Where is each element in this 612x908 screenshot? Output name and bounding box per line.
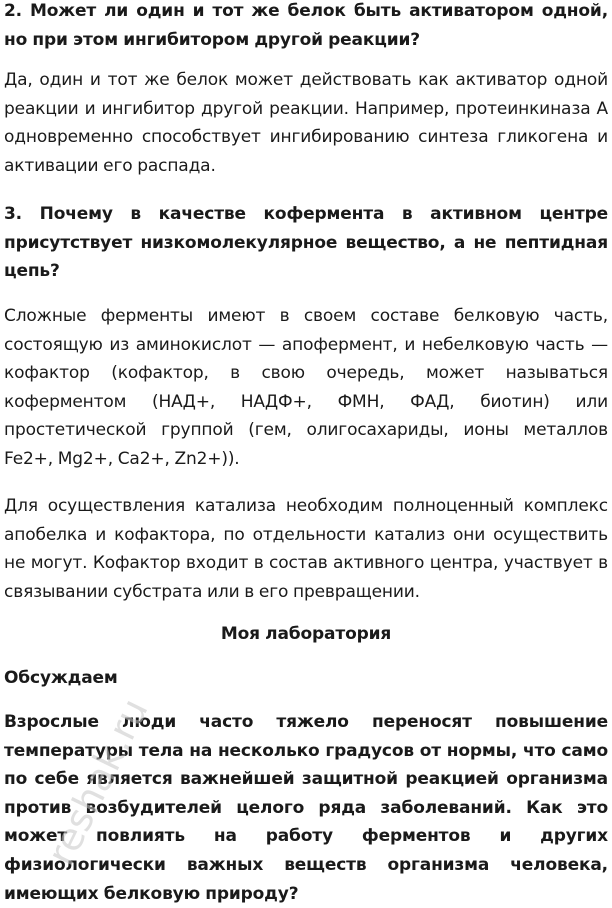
answer-3-paragraph-1: Сложные ферменты имеют в своем составе белковую часть, состоящую из аминокислот — апофермент, и небелковую часть — кофактор (кофактор, в свою очередь, может называться коферментом (НАД+, НАДФ+, ФМН, ФАД, биотин) или простетической группой (гем, олигосахариды, ионы металлов Fe2+, Mg2+, Ca2+, Zn2+)). <box>4 306 608 469</box>
subsection-title-discuss: Обсуждаем <box>4 668 118 688</box>
watermark-text: reshak.ru <box>38 691 157 872</box>
lab-discussion-question: Взрослые люди часто тяжело переносят повышение температуры тела на несколько градусов от нормы, что само по себе является важнейшей защитной реакцией организма против возбудителей целого ряда заболеваний. Как это может повлиять на работу ферментов и других физиологически важных веществ организма человека, имеющих белковую природу? <box>4 712 608 904</box>
section-title-my-laboratory: Моя лаборатория <box>220 624 392 644</box>
question-2-heading: 2. Может ли один и тот же белок быть активатором одной, но при этом ингибитором другой реакции? <box>4 1 608 50</box>
answer-3-paragraph-2: Для осуществления катализа необходим полноценный комплекс апобелка и кофактора, по отдельности катализ они осуществить не могут. Кофактор входит в состав активного центра, участвует в связывании субстрата или в его превращении. <box>4 496 608 602</box>
answer-2-text: Да, один и тот же белок может действовать как активатор одной реакции и ингибитор другой реакции. Например, протеинкиназа А одновременно способствует ингибированию синтеза гликогена и активации его распада. <box>4 70 608 176</box>
question-3-heading: 3. Почему в качестве кофермента в активном центре присутствует низкомолекулярное вещество, а не пептидная цепь? <box>4 204 608 282</box>
